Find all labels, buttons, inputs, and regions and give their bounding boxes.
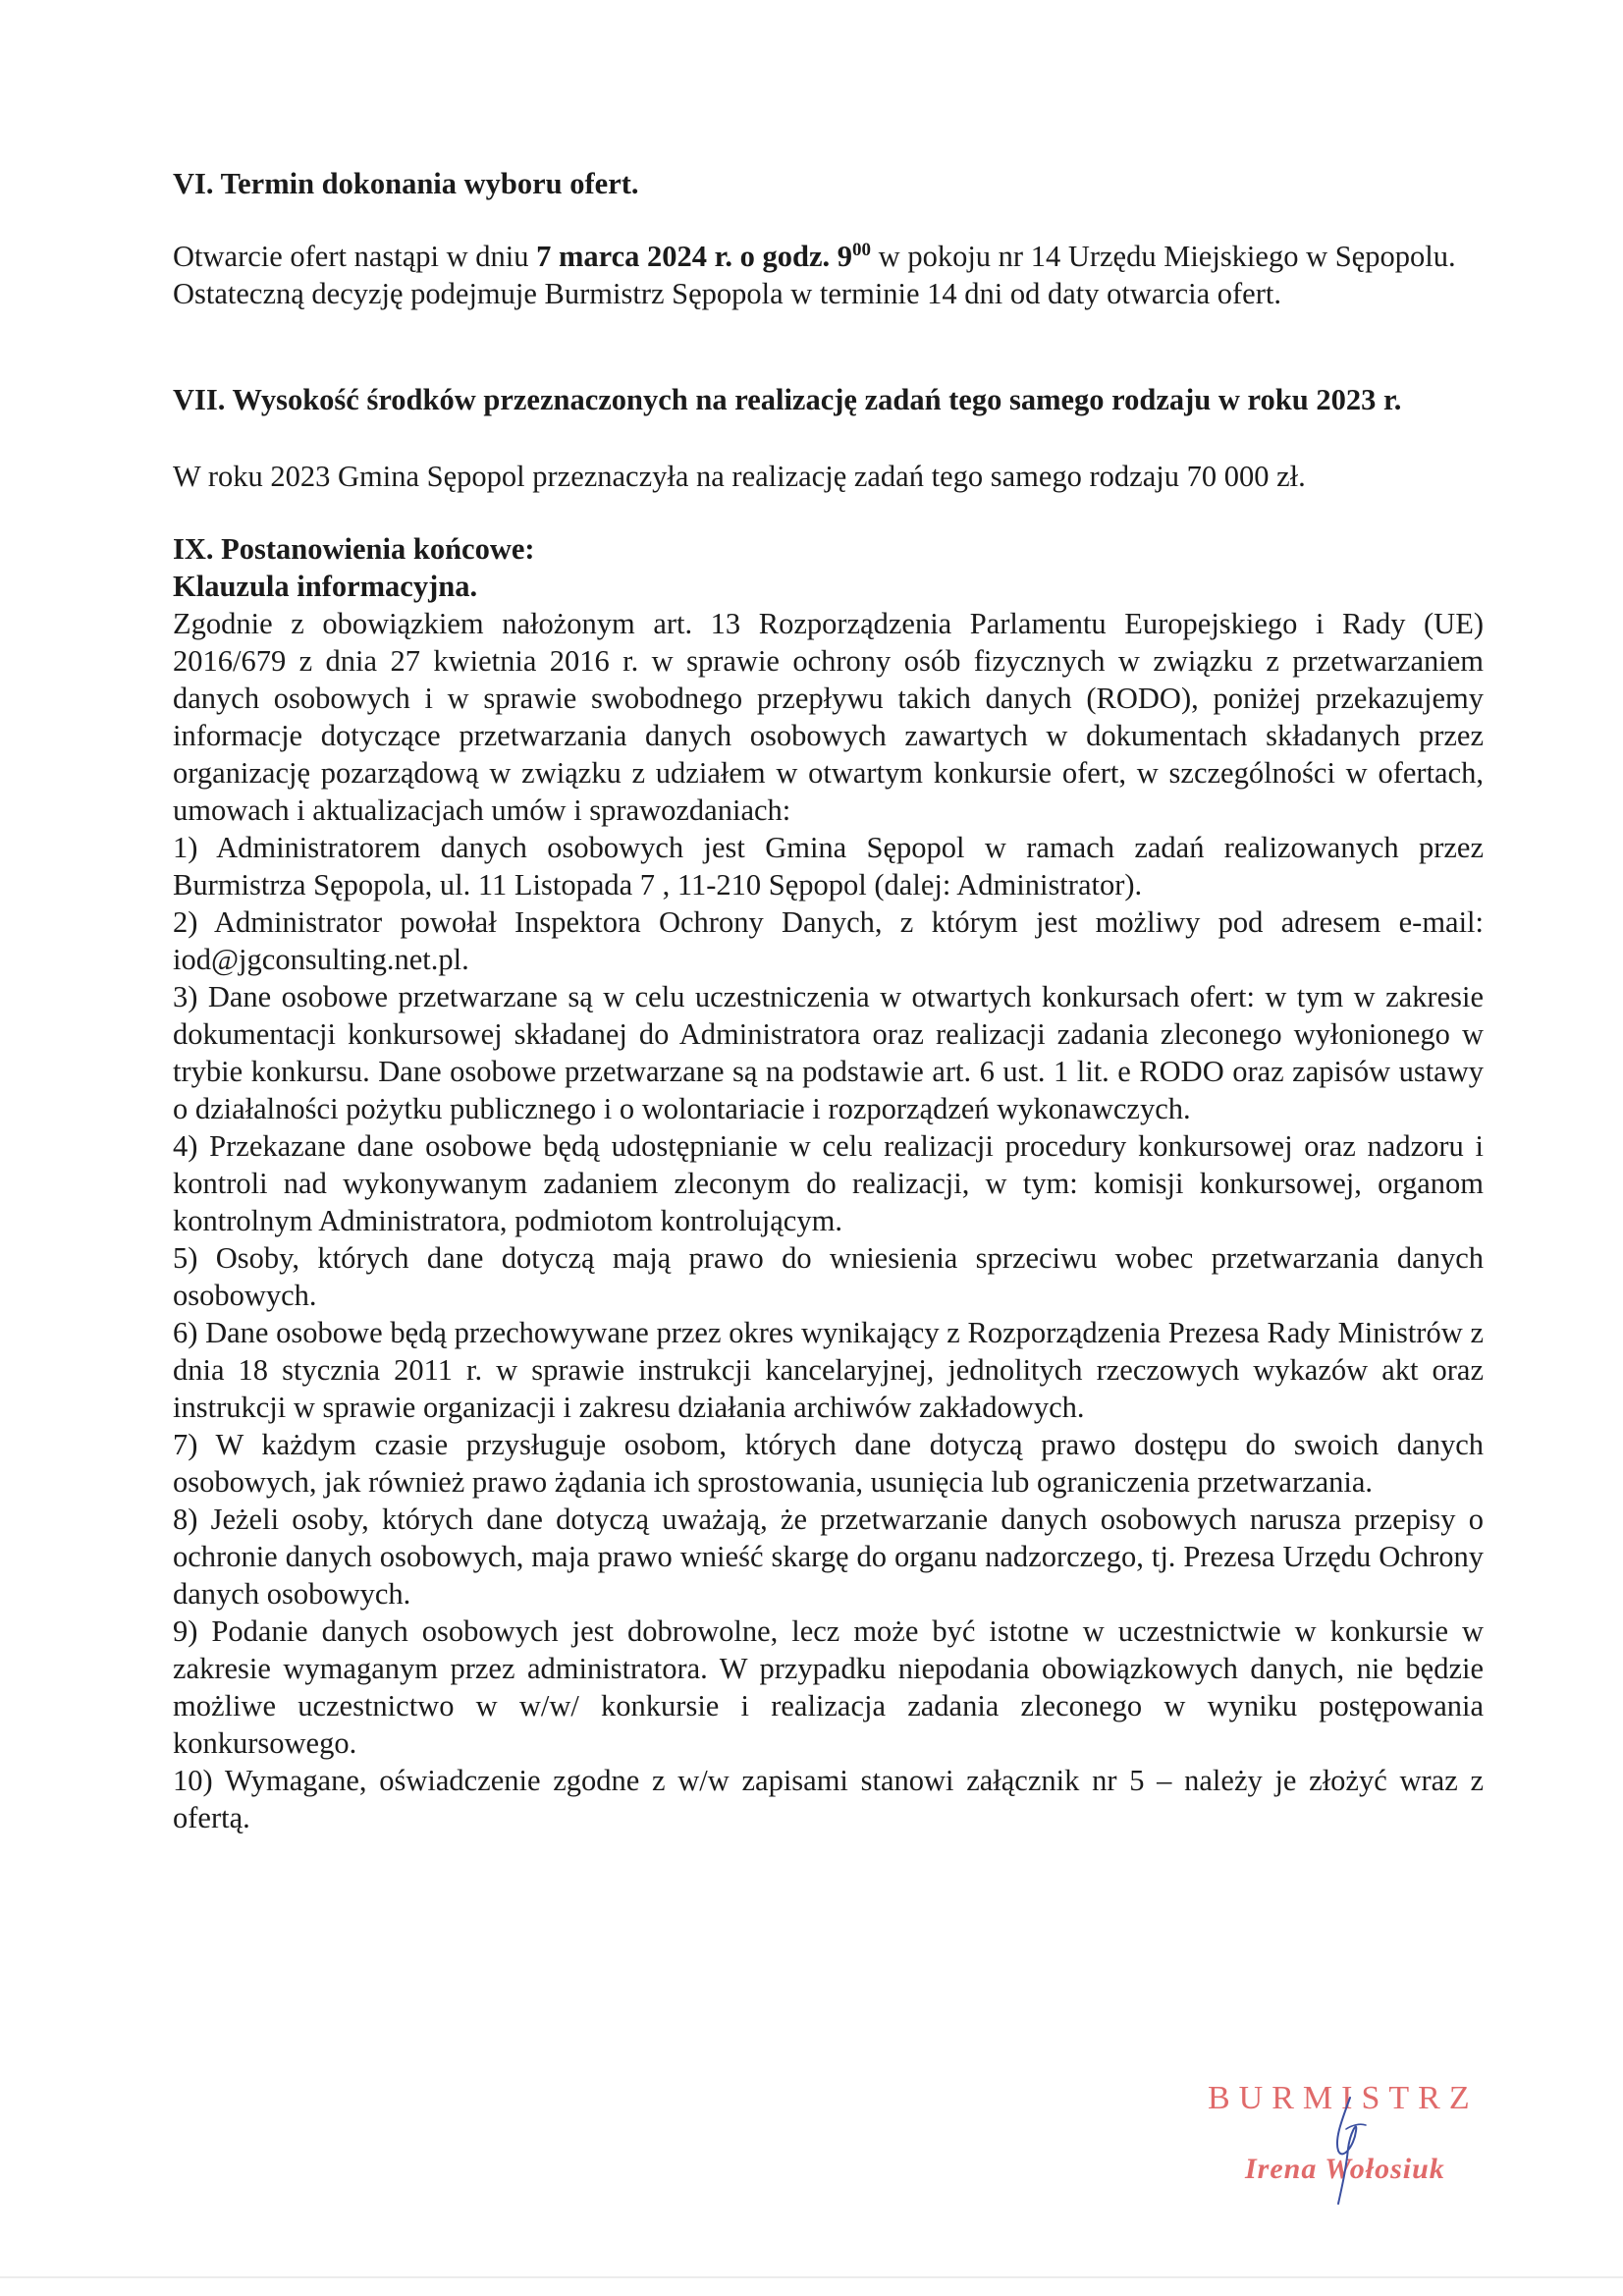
gdpr-item: 8) Jeżeli osoby, których dane dotyczą uważają, że przetwarzanie danych osobowych narusza przepisy o ochronie danych osobowych, maja prawo wnieść skargę do organu nadzorczego, tj. Prezesa Urzędu Ochrony danych osobowych. xyxy=(173,1503,1484,1611)
gdpr-item: 6) Dane osobowe będą przechowywane przez okres wynikający z Rozporządzenia Prezesa Rady Ministrów z dnia 18 stycznia 2011 r. w sprawie instrukcji kancelaryjnej, jednolitych rzeczowych wykazów akt oraz instrukcji w sprawie organizacji i zakresu działania archiwów zakładowych. xyxy=(173,1316,1484,1424)
document-body xyxy=(173,165,1484,1836)
page-bottom-edge xyxy=(0,2276,1623,2278)
gdpr-item: 10) Wymagane, oświadczenie zgodne z w/w zapisami stanowi załącznik nr 5 – należy je złożyć wraz z ofertą. xyxy=(173,1764,1484,1834)
section6-opening-paragraph xyxy=(173,238,1484,275)
stamp-name: Irena Wołosiuk xyxy=(1245,2153,1445,2185)
opening-date-bold: 7 marca 2024 r. o godz. 9 xyxy=(536,240,853,273)
opening-time-superscript: 00 xyxy=(852,239,872,260)
opening-text-after: w pokoju nr 14 Urzędu Miejskiego w Sępopolu. xyxy=(871,240,1456,273)
section7-heading: VII. Wysokość środków przeznaczonych na realizację zadań tego samego rodzaju w roku 2023 r. xyxy=(173,383,1402,416)
section6-decision-paragraph: Ostateczną decyzję podejmuje Burmistrz Sępopola w terminie 14 dni od daty otwarcia ofert. xyxy=(173,277,1281,310)
gdpr-item: 7) W każdym czasie przysługuje osobom, których dane dotyczą prawo dostępu do swoich danych osobowych, jak również prawo żądania ich sprostowania, usunięcia lub ograniczenia przetwarzania. xyxy=(173,1428,1484,1499)
gdpr-intro-paragraph: Zgodnie z obowiązkiem nałożonym art. 13 Rozporządzenia Parlamentu Europejskiego i Rady (UE) 2016/679 z dnia 27 kwietnia 2016 r. w sprawie ochrony osób fizycznych w związku z przetwarzaniem danych osobowych i w sprawie swobodnego przepływu takich danych (RODO), poniżej przekazujemy informacje dotyczące przetwarzania danych osobowych zawartych w dokumentach składanych przez organizację pozarządową w związku z udziałem w otwartym konkursie ofert, w szczególności w ofertach, umowach i aktualizacjach umów i sprawozdaniach: xyxy=(173,607,1484,827)
section7-amount-paragraph: W roku 2023 Gmina Sępopol przeznaczyła na realizację zadań tego samego rodzaju 70 000 zł. xyxy=(173,460,1306,493)
stamp-title: BURMISTRZ xyxy=(1208,2080,1479,2116)
handwritten-signature xyxy=(1321,2090,1380,2208)
gdpr-item: 4) Przekazane dane osobowe będą udostępnianie w celu realizacji procedury konkursowej oraz nadzoru i kontroli nad wykonywanym zadaniem zleconym do realizacji, w tym: komisji konkursowej, organom kontrolnym Administratora, podmiotom kontrolującym. xyxy=(173,1129,1484,1237)
gdpr-item: 5) Osoby, których dane dotyczą mają prawo do wniesienia sprzeciwu wobec przetwarzania danych osobowych. xyxy=(173,1241,1484,1312)
gdpr-item: 2) Administrator powołał Inspektora Ochrony Danych, z którym jest możliwy pod adresem e-mail: iod@jgconsulting.net.pl. xyxy=(173,905,1484,976)
gdpr-item: 9) Podanie danych osobowych jest dobrowolne, lecz może być istotne w uczestnictwie w konkursie w zakresie wymaganym przez administratora. W przypadku niepodania obowiązkowych danych, nie będzie możliwe uczestnictwo w w/w/ konkursie i realizacja zadania zleconego w wyniku postępowania konkursowego. xyxy=(173,1614,1484,1760)
section6-heading: VI. Termin dokonania wyboru ofert. xyxy=(173,167,639,200)
section9-heading: IX. Postanowienia końcowe: xyxy=(173,532,535,566)
section9-subheading: Klauzula informacyjna. xyxy=(173,570,478,603)
opening-text-before: Otwarcie ofert nastąpi w dniu xyxy=(173,240,537,273)
gdpr-item: 3) Dane osobowe przetwarzane są w celu uczestniczenia w otwartych konkursach ofert: w tym w zakresie dokumentacji konkursowej składanej do Administratora oraz realizacji zadania zleconego wyłonionego w trybie konkursu. Dane osobowe przetwarzane są na podstawie art. 6 ust. 1 lit. e RODO oraz zapisów ustawy o działalności pożytku publicznego i o wolontariacie i rozporządzeń wykonawczych. xyxy=(173,980,1484,1125)
gdpr-item: 1) Administratorem danych osobowych jest Gmina Sępopol w ramach zadań realizowanych przez Burmistrza Sępopola, ul. 11 Listopada 7 , 11-210 Sępopol (dalej: Administrator). xyxy=(173,831,1484,902)
